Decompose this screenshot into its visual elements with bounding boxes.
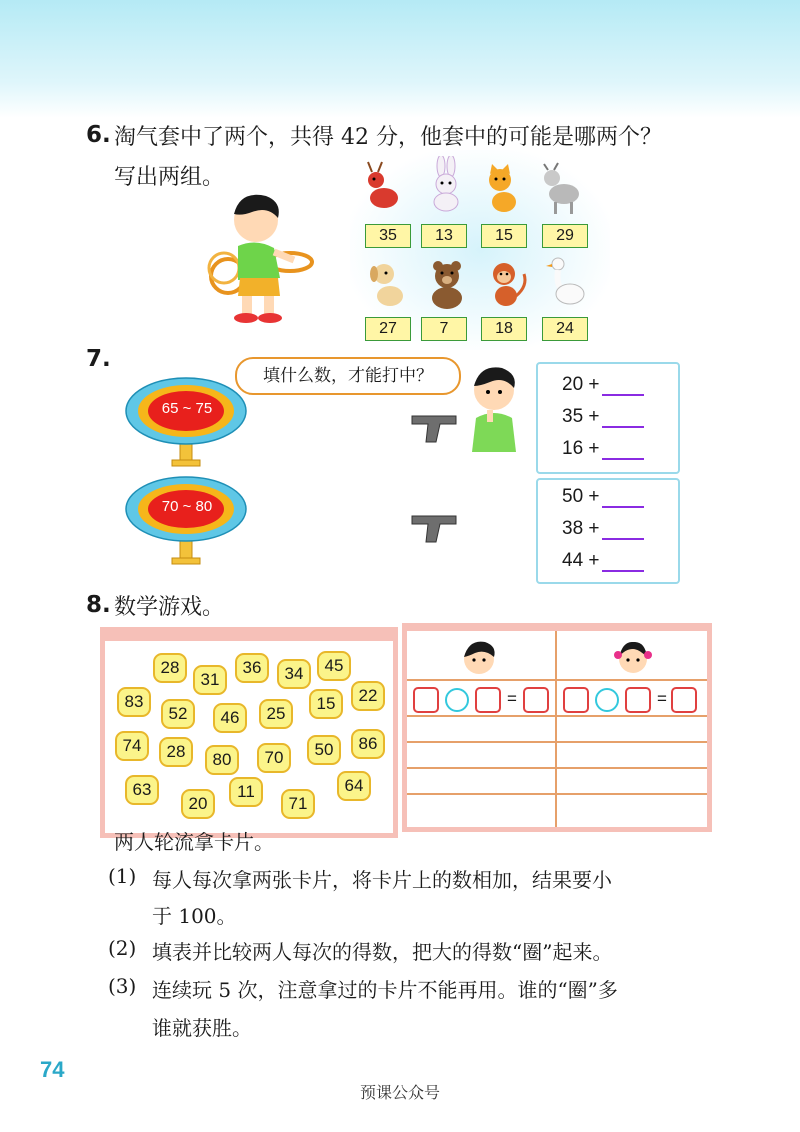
answer-blank[interactable] xyxy=(602,488,644,508)
table-row-line xyxy=(407,715,707,717)
score-tag-goose: 24 xyxy=(542,317,588,341)
rule-1-text-line2: 于 100。 xyxy=(152,904,237,928)
cat-icon xyxy=(480,160,526,216)
number-card[interactable]: 34 xyxy=(277,659,311,689)
question-6-text-line2: 写出两组。 xyxy=(114,165,225,190)
question-7-number: 7. xyxy=(86,346,111,372)
question-8-title: 数学游戏。 xyxy=(114,595,225,620)
card-slot[interactable] xyxy=(413,687,439,713)
number-card[interactable]: 15 xyxy=(309,689,343,719)
card-slot[interactable] xyxy=(563,687,589,713)
number-card[interactable]: 64 xyxy=(337,771,371,801)
monkey-icon xyxy=(484,256,530,312)
deer-icon xyxy=(360,160,406,216)
number-card[interactable]: 45 xyxy=(317,651,351,681)
goat-icon xyxy=(538,160,584,216)
number-card[interactable]: 31 xyxy=(193,665,227,695)
question-6-number: 6. xyxy=(86,122,111,148)
question-6-text: 淘气套中了两个，共得 42 分，他套中的可能是哪两个？ xyxy=(114,125,662,150)
number-card[interactable]: 20 xyxy=(181,789,215,819)
toy-gun-icon-2 xyxy=(410,510,460,546)
goose-icon xyxy=(546,254,592,310)
toy-gun-icon-1 xyxy=(410,410,460,446)
thinking-boy-illustration xyxy=(460,362,526,456)
score-tag-bear: 7 xyxy=(421,317,467,341)
girl-player-avatar xyxy=(613,637,653,677)
operator-slot[interactable] xyxy=(445,688,469,712)
footer-watermark: 预课公众号 xyxy=(359,1083,440,1102)
result-slot[interactable] xyxy=(523,687,549,713)
rule-3-text: 连续玩 5 次，注意拿过的卡片不能再用。谁的“圈”多 xyxy=(152,978,618,1002)
addition-box-2 xyxy=(536,478,680,584)
table-row-line xyxy=(407,741,707,743)
target-1-sign xyxy=(124,376,250,470)
page-number: 74 xyxy=(40,1057,65,1082)
answer-blank[interactable] xyxy=(602,552,644,572)
number-card[interactable]: 28 xyxy=(153,653,187,683)
boy-player-avatar xyxy=(459,637,499,677)
addition-row: 44 + xyxy=(562,550,644,572)
answer-blank[interactable] xyxy=(602,408,644,428)
number-card[interactable]: 46 xyxy=(213,703,247,733)
answer-blank[interactable] xyxy=(602,376,644,396)
score-tag-goat: 29 xyxy=(542,224,588,248)
rule-3-number: (3) xyxy=(108,974,137,998)
equals-sign: = xyxy=(657,689,667,708)
target-2-range: 70 ~ 80 xyxy=(161,498,213,515)
card-slot[interactable] xyxy=(625,687,651,713)
answer-blank[interactable] xyxy=(602,520,644,540)
rule-3-text-line2: 谁就获胜。 xyxy=(152,1016,252,1040)
number-card[interactable]: 71 xyxy=(281,789,315,819)
header-band xyxy=(0,0,800,118)
number-card[interactable]: 50 xyxy=(307,735,341,765)
rule-2-text: 填表并比较两人每次的得数，把大的得数“圈”起来。 xyxy=(152,940,613,964)
bear-icon xyxy=(424,256,470,312)
speech-bubble: 填什么数，才能打中？ xyxy=(235,357,461,395)
table-row-line xyxy=(407,679,707,681)
addition-row: 16 + xyxy=(562,438,644,460)
addition-row: 50 + xyxy=(562,486,644,508)
game-intro: 两人轮流拿卡片。 xyxy=(114,830,274,854)
rabbit-icon xyxy=(423,156,469,212)
table-row-line xyxy=(407,767,707,769)
addition-row: 38 + xyxy=(562,518,644,540)
card-slot[interactable] xyxy=(475,687,501,713)
target-2-sign xyxy=(124,476,250,568)
number-card[interactable]: 80 xyxy=(205,745,239,775)
answer-blank[interactable] xyxy=(602,440,644,460)
target-1-range: 65 ~ 75 xyxy=(161,400,213,417)
score-tag-deer: 35 xyxy=(365,224,411,248)
addition-row: 20 + xyxy=(562,374,644,396)
boy-throwing-rings-illustration xyxy=(190,188,320,328)
rule-1-text: 每人每次拿两张卡片，将卡片上的数相加，结果要小 xyxy=(152,868,612,892)
rule-1-number: (1) xyxy=(108,864,137,888)
number-card[interactable]: 25 xyxy=(259,699,293,729)
table-divider xyxy=(555,631,557,827)
number-card[interactable]: 28 xyxy=(159,737,193,767)
number-card[interactable]: 36 xyxy=(235,653,269,683)
score-tag-cat: 15 xyxy=(481,224,527,248)
score-tag-monkey: 18 xyxy=(481,317,527,341)
card-area xyxy=(100,627,398,838)
equals-sign: = xyxy=(507,689,517,708)
score-tag-rabbit: 13 xyxy=(421,224,467,248)
table-row-line xyxy=(407,793,707,795)
number-card[interactable]: 52 xyxy=(161,699,195,729)
number-card[interactable]: 63 xyxy=(125,775,159,805)
rule-2-number: (2) xyxy=(108,936,137,960)
result-slot[interactable] xyxy=(671,687,697,713)
number-card[interactable]: 22 xyxy=(351,681,385,711)
number-card[interactable]: 83 xyxy=(117,687,151,717)
number-card[interactable]: 11 xyxy=(229,777,263,807)
score-tag-dog: 27 xyxy=(365,317,411,341)
number-card[interactable]: 74 xyxy=(115,731,149,761)
dog-icon xyxy=(364,256,410,312)
number-card[interactable]: 70 xyxy=(257,743,291,773)
score-table xyxy=(402,623,712,832)
addition-box-1 xyxy=(536,362,680,474)
addition-row: 35 + xyxy=(562,406,644,428)
question-8-number: 8. xyxy=(86,592,111,618)
number-card[interactable]: 86 xyxy=(351,729,385,759)
operator-slot[interactable] xyxy=(595,688,619,712)
